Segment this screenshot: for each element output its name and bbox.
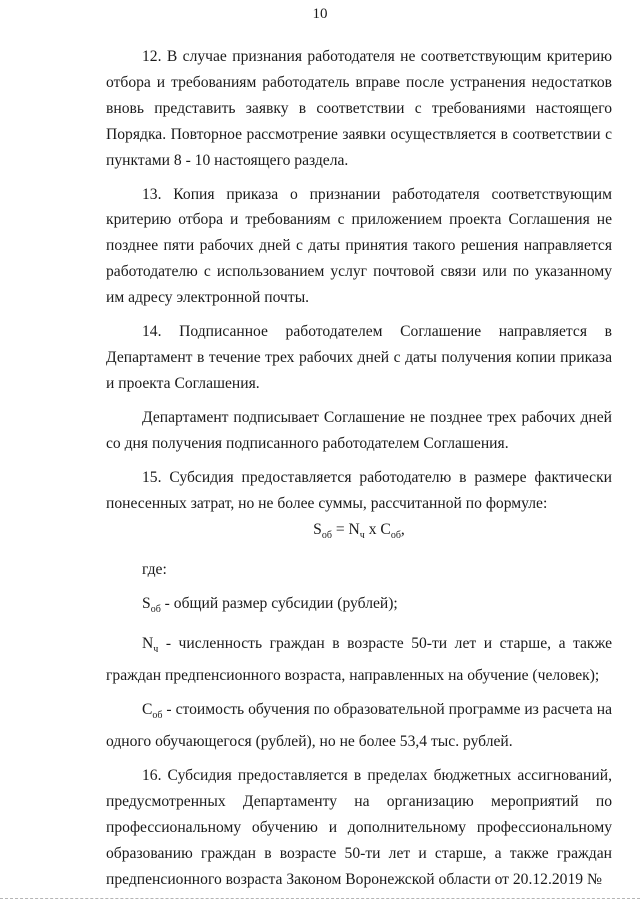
formula-c-sub: об: [390, 530, 401, 542]
definition-s: [106, 591, 612, 623]
formula-eq: =: [331, 521, 349, 539]
formula-n: N: [348, 521, 360, 539]
formula-lhs: S: [313, 521, 322, 539]
definition-s-text: - общий размер субсидии (рублей);: [160, 595, 398, 613]
where-label: где:: [142, 561, 167, 579]
formula-tail: ,: [400, 521, 405, 539]
formula-lhs-sub: об: [321, 530, 332, 542]
definition-n-symbol: N: [142, 635, 154, 653]
definition-n: [106, 631, 612, 689]
paragraph-12: 12. В случае признания работодателя не соответствующим критерию отбора и требованиям работодатель вправе после устранения недостатков вновь представить заявку в соответствии с требованиями настоящего Порядка. Повторное рассмотрение заявки осуществляется в соответствии с пунктами 8 - 10 настоящего раздела.: [106, 48, 612, 169]
definition-c: [106, 697, 612, 755]
paragraph-16: 16. Субсидия предоставляется в пределах бюджетных ассигнований, предусмотренных Департаменту на организацию мероприятий по профессиональному обучению и дополнительному профессиональному образованию граждан в возрасте 50-ти лет и старше, а также граждан предпенсионного возраста Законом Воронежской области от 20.12.2019 №: [106, 767, 612, 888]
definition-s-symbol: S: [142, 595, 151, 613]
formula-times: х: [364, 521, 381, 539]
paragraph-14-continuation: Департамент подписывает Соглашение не позднее трех рабочих дней со дня получения подписанного работодателем Соглашения.: [106, 408, 612, 452]
formula-c: С: [380, 521, 391, 539]
paragraph-14: 14. Подписанное работодателем Соглашение направляется в Департамент в течение трех рабочих дней с даты получения копии приказа и проекта Соглашения.: [106, 323, 612, 392]
definition-c-text: - стоимость обучения по образовательной программе из расчета на одного обучающегося (рублей), но не более 53,4 тыс. рублей.: [106, 701, 612, 751]
definition-n-sub: ч: [153, 644, 159, 656]
subsidy-formula: [106, 517, 612, 549]
document-body: [106, 44, 612, 893]
formula-n-sub: ч: [359, 530, 365, 542]
definition-n-text: - численность граждан в возрасте 50-ти лет и старше, а также граждан предпенсионного возраста, направленных на обучение (человек);: [106, 635, 612, 685]
definition-c-symbol: С: [142, 701, 153, 719]
page-bottom-edge: [0, 898, 640, 900]
definition-s-sub: об: [150, 604, 161, 616]
paragraph-15: 15. Субсидия предоставляется работодателю в размере фактически понесенных затрат, но не более суммы, рассчитанной по формуле:: [106, 468, 612, 512]
page-number: 10: [312, 6, 328, 22]
paragraph-13: 13. Копия приказа о признании работодателя соответствующим критерию отбора и требованиям с приложением проекта Соглашения не позднее пяти рабочих дней с даты принятия такого решения направляется работодателю с использованием услуг почтовой связи или по указанному им адресу электронной почты.: [106, 185, 612, 307]
definition-c-sub: об: [152, 710, 163, 722]
